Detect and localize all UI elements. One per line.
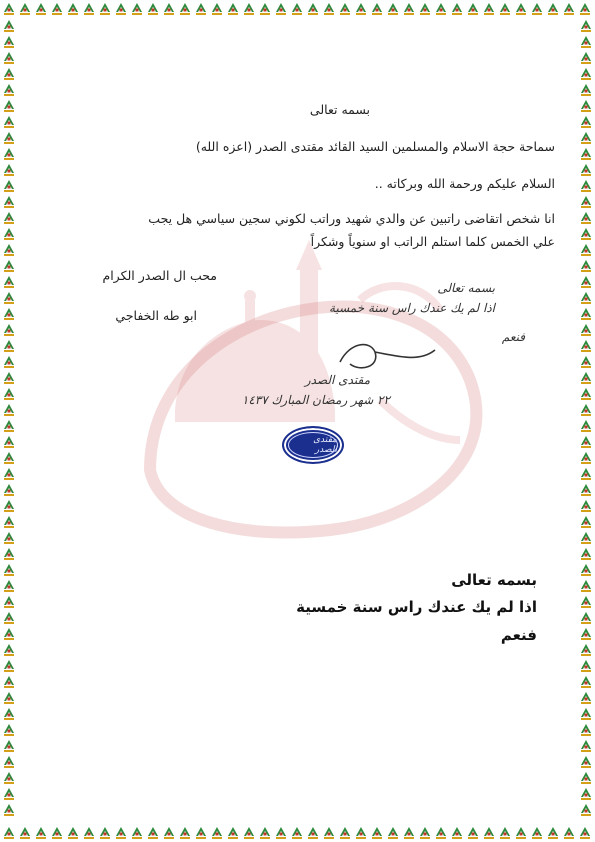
handwritten-date: ٢٢ شهر رمضان المبارك ١٤٣٧ <box>241 393 390 407</box>
handwritten-signature: مقتدى الصدر <box>304 373 370 387</box>
question-bismillah: بسمه تعالى <box>309 102 370 117</box>
answer-line: اذا لم يك عندك راس سنة خمسية <box>296 598 537 616</box>
sender-title: محب ال الصدر الكرام <box>102 268 217 283</box>
seal-text: مقتدى الصدر <box>288 432 338 458</box>
answer-bismillah: بسمه تعالى <box>451 571 537 589</box>
question-addressee: سماحة حجة الاسلام والمسلمين السيد القائد مقتدى الصدر (اعزه الله) <box>195 139 555 154</box>
answer-yes: فنعم <box>500 626 537 644</box>
sender-name: ابو طه الخفاجي <box>115 308 197 323</box>
handwritten-answer-yes: فنعم <box>501 330 525 344</box>
handwritten-answer-line: اذا لم يك عندك راس سنة خمسية <box>329 301 495 315</box>
official-seal <box>282 426 344 464</box>
handwritten-bismillah: بسمه تعالى <box>437 281 495 295</box>
question-body-line2: علي الخمس كلما استلم الراتب او سنوياً وشكراً <box>310 234 555 249</box>
question-body-line1: انا شخص اتقاضى راتبين عن والدي شهيد وراتب لكوني سجين سياسي هل يجب <box>148 211 555 226</box>
question-greeting: السلام عليكم ورحمة الله وبركاته .. <box>374 176 555 191</box>
